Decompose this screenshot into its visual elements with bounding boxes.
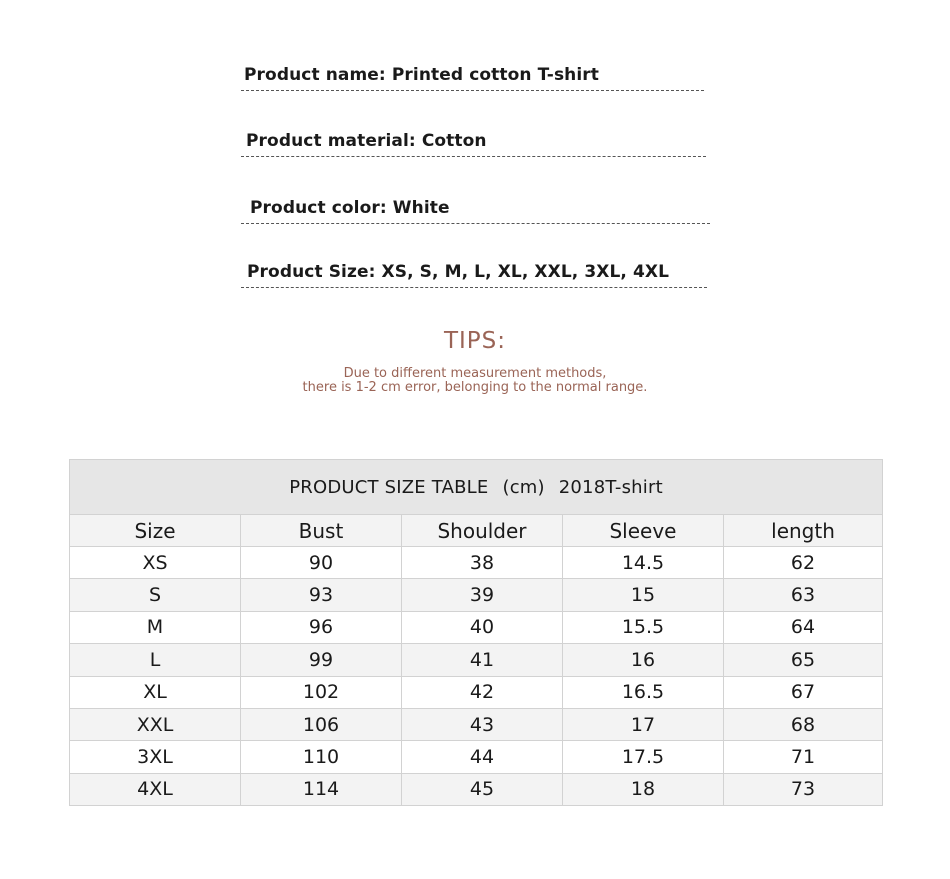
table-cell: S	[70, 579, 241, 611]
table-cell: 106	[241, 708, 402, 740]
product-name-value: Printed cotton T-shirt	[391, 65, 600, 85]
table-cell: 14.5	[563, 547, 724, 579]
table-cell: 17.5	[563, 741, 724, 773]
product-name-line	[241, 64, 704, 91]
table-cell: 42	[402, 676, 563, 708]
product-size-value: XS, S, M, L, XL, XXL, 3XL, 4XL	[381, 262, 670, 282]
table-cell: 15	[563, 579, 724, 611]
table-cell: 71	[724, 741, 883, 773]
size-table-title-unit: (cm)	[502, 476, 545, 498]
product-color-line	[241, 197, 710, 224]
table-cell: 63	[724, 579, 883, 611]
table-cell: XL	[70, 676, 241, 708]
tips-line-2: there is 1-2 cm error, belonging to the normal range.	[302, 380, 648, 395]
size-table	[69, 459, 883, 806]
table-cell: 3XL	[70, 741, 241, 773]
table-cell: 16	[563, 644, 724, 676]
product-name-label: Product name:	[244, 65, 386, 85]
table-cell: 73	[724, 773, 883, 805]
table-cell: 38	[402, 547, 563, 579]
table-cell: 67	[724, 676, 883, 708]
size-table-title	[70, 460, 883, 515]
product-color-value: White	[392, 198, 450, 218]
table-cell: 93	[241, 579, 402, 611]
table-cell: 16.5	[563, 676, 724, 708]
tips-title: TIPS:	[443, 328, 507, 354]
table-cell: 96	[241, 611, 402, 643]
column-header-bust: Bust	[241, 515, 402, 547]
table-cell: 39	[402, 579, 563, 611]
table-row	[70, 773, 883, 805]
table-cell: 18	[563, 773, 724, 805]
column-header-length: length	[724, 515, 883, 547]
product-material-line	[241, 130, 706, 157]
product-size-line	[241, 261, 707, 288]
table-row	[70, 579, 883, 611]
table-row	[70, 644, 883, 676]
product-material-value: Cotton	[421, 131, 487, 151]
table-cell: 41	[402, 644, 563, 676]
table-cell: XS	[70, 547, 241, 579]
product-size-label: Product Size:	[247, 262, 376, 282]
table-cell: 102	[241, 676, 402, 708]
table-cell: 65	[724, 644, 883, 676]
product-color-label: Product color:	[250, 198, 387, 218]
table-cell: 64	[724, 611, 883, 643]
table-cell: 114	[241, 773, 402, 805]
table-row	[70, 676, 883, 708]
table-cell: 44	[402, 741, 563, 773]
table-cell: 99	[241, 644, 402, 676]
table-cell: L	[70, 644, 241, 676]
column-header-shoulder: Shoulder	[402, 515, 563, 547]
table-row	[70, 708, 883, 740]
column-header-size: Size	[70, 515, 241, 547]
table-row	[70, 611, 883, 643]
table-cell: 40	[402, 611, 563, 643]
table-cell: 43	[402, 708, 563, 740]
table-row	[70, 741, 883, 773]
table-cell: XXL	[70, 708, 241, 740]
table-cell: 62	[724, 547, 883, 579]
table-row	[70, 547, 883, 579]
column-header-sleeve: Sleeve	[563, 515, 724, 547]
table-cell: 45	[402, 773, 563, 805]
size-table-title-model: 2018T-shirt	[558, 476, 663, 498]
table-cell: M	[70, 611, 241, 643]
product-material-label: Product material:	[246, 131, 416, 151]
table-cell: 68	[724, 708, 883, 740]
table-cell: 15.5	[563, 611, 724, 643]
tips-line-1: Due to different measurement methods,	[343, 366, 607, 381]
table-cell: 90	[241, 547, 402, 579]
table-cell: 110	[241, 741, 402, 773]
size-table-title-main: PRODUCT SIZE TABLE	[289, 476, 489, 498]
table-cell: 4XL	[70, 773, 241, 805]
size-table-header-row	[70, 515, 883, 547]
table-cell: 17	[563, 708, 724, 740]
